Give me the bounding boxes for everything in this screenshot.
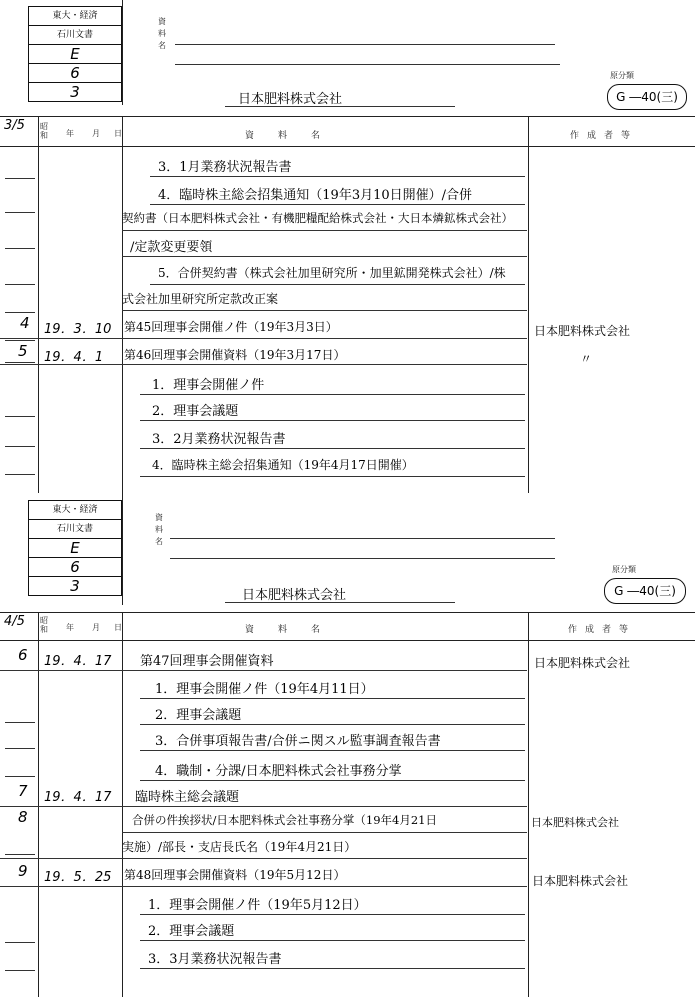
code-label: 原分類 <box>612 565 636 574</box>
row-5-text: 5．合併契約書（株式会社加里研究所・加里鉱開発株式会社）/株 <box>158 266 506 280</box>
row-4-text: /定款変更要領 <box>130 240 213 255</box>
row-23-text: 2．理事会議題 <box>148 924 235 939</box>
stamp-category-3: 3 <box>70 577 80 595</box>
row-7-text: 第45回理事会開催ノ件（19年3月3日） <box>124 320 338 334</box>
row-21-no: 9 <box>18 862 28 880</box>
row-13-text: 第47回理事会開催資料 <box>140 654 274 669</box>
company-name: 日本肥料株式会社 <box>242 588 347 603</box>
page-number: 4/5 <box>4 614 25 629</box>
archive-stamp <box>28 500 122 596</box>
row-11-text: 3．2月業務状況報告書 <box>152 432 286 447</box>
stamp-category-2: 6 <box>29 558 121 577</box>
row-21-date: 19．5．25 <box>44 870 112 885</box>
row-13-no: 6 <box>18 646 28 664</box>
row-16-text: 3．合併事項報告書/合併ニ関スル監事調査報告書 <box>155 734 441 749</box>
row-21-author: 日本肥料株式会社 <box>532 874 629 888</box>
row-13-author: 日本肥料株式会社 <box>534 656 631 670</box>
row-8-author: 〃 <box>580 352 593 366</box>
row-7-no: 4 <box>20 314 30 332</box>
stamp-category-2: 6 <box>29 64 121 83</box>
row-10-text: 2．理事会議題 <box>152 404 239 419</box>
row-8-date: 19．4．1 <box>44 350 104 365</box>
stamp-line-2: 石川文書 <box>29 26 121 45</box>
row-8-text: 第46回理事会開催資料（19年3月17日） <box>124 348 346 362</box>
row-24-text: 3．3月業務状況報告書 <box>148 952 282 967</box>
company-name: 日本肥料株式会社 <box>238 92 343 107</box>
stamp-line-2: 石川文書 <box>29 520 121 539</box>
row-7-date: 19．3．10 <box>44 322 112 337</box>
code-label: 原分類 <box>610 71 634 80</box>
stamp-line-1: 東大・経済 <box>29 7 121 26</box>
classification-code: G ―40(三) <box>604 578 686 604</box>
stamp-category-1: E <box>29 45 121 64</box>
row-18-date: 19．4．17 <box>44 790 112 805</box>
page-number: 3/5 <box>4 118 25 133</box>
row-18-text: 臨時株主総会議題 <box>135 790 240 805</box>
row-17-text: 4．職制・分課/日本肥料株式会社事務分掌 <box>155 764 402 779</box>
row-18-no: 7 <box>18 782 28 800</box>
material-label: 資料名 <box>158 17 166 50</box>
row-19-text: 合併の件挨拶状/日本肥料株式会社事務分掌（19年4月21日 <box>132 813 437 827</box>
row-2-text: 4．臨時株主総会招集通知（19年3月10日開催）/合併 <box>158 188 473 203</box>
stamp-category-3: 3 <box>70 83 80 101</box>
row-21-text: 第48回理事会開催資料（19年5月12日） <box>124 868 346 882</box>
row-19-no: 8 <box>18 808 28 826</box>
row-20-text: 実施）/部長・支店長氏名（19年4月21日） <box>122 840 357 854</box>
row-13-date: 19．4．17 <box>44 654 112 669</box>
row-15-text: 2．理事会議題 <box>155 708 242 723</box>
row-1-text: 3．1月業務状況報告書 <box>158 160 292 175</box>
row-19-author: 日本肥料株式会社 <box>531 816 619 829</box>
row-3-text: 契約書（日本肥料株式会社・有機肥糧配給株式会社・大日本燐鉱株式会社） <box>122 211 513 225</box>
stamp-category-1: E <box>29 539 121 558</box>
row-22-text: 1．理事会開催ノ件（19年5月12日） <box>148 898 367 913</box>
row-7-author: 日本肥料株式会社 <box>534 324 631 338</box>
classification-code: G ―40(三) <box>607 84 687 110</box>
row-9-text: 1．理事会開催ノ件 <box>152 378 265 393</box>
row-6-text: 式会社加里研究所定款改正案 <box>122 292 279 306</box>
row-12-text: 4．臨時株主総会招集通知（19年4月17日開催） <box>152 458 414 472</box>
row-14-text: 1．理事会開催ノ件（19年4月11日） <box>155 682 374 697</box>
material-label: 資料名 <box>155 513 163 546</box>
stamp-line-1: 東大・経済 <box>29 501 121 520</box>
row-8-no: 5 <box>18 342 28 360</box>
archive-stamp <box>28 6 122 102</box>
